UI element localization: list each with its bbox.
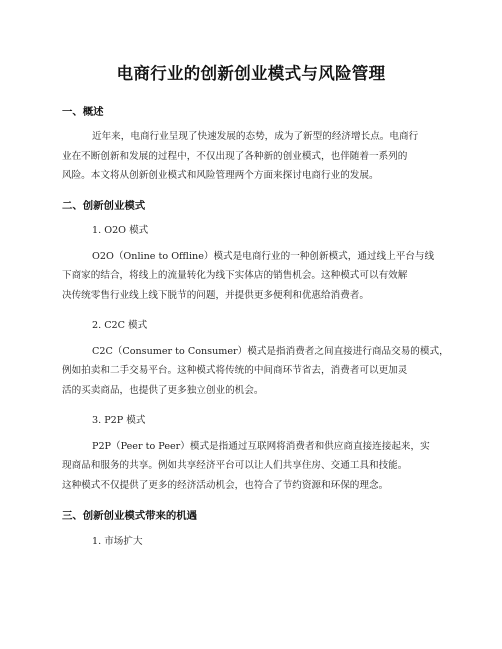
- paragraph-line: 这种模式不仅提供了更多的经济活动机会，也符合了节约资源和环保的理念。: [62, 480, 389, 491]
- subsection-heading-p2p: 3. P2P 模式: [92, 415, 146, 426]
- paragraph-line: 决传统零售行业线上线下脱节的问题，并提供更多便利和优惠给消费者。: [62, 290, 369, 301]
- paragraph-line: 下商家的结合，将线上的流量转化为线下实体店的销售机会。这种模式可以有效解: [62, 270, 408, 281]
- paragraph-line: 现商品和服务的共享。例如共享经济平台可以让人们共享住房、交通工具和技能。: [62, 460, 408, 471]
- section-heading-innovation-models: 二、创新创业模式: [62, 200, 146, 212]
- paragraph-line: C2C（Consumer to Consumer）模式是指消费者之间直接进行商品交易的模式，: [92, 346, 449, 357]
- paragraph-line: 近年来，电商行业呈现了快速发展的态势，成为了新型的经济增长点。电商行: [92, 131, 419, 142]
- section-heading-opportunities: 三、创新创业模式带来的机遇: [62, 510, 198, 522]
- paragraph-line: 例如拍卖和二手交易平台。这种模式将传统的中间商环节省去，消费者可以更加灵: [62, 365, 408, 376]
- paragraph-line: P2P（Peer to Peer）模式是指通过互联网将消费者和供应商直接连接起来，实: [92, 441, 430, 452]
- paragraph-line: 业在不断创新和发展的过程中，不仅出现了各种新的创业模式，也伴随着一系列的: [62, 151, 408, 162]
- paragraph-line: 风险。本文将从创新创业模式和风险管理两个方面来探讨电商行业的发展。: [62, 170, 379, 181]
- subsection-heading-c2c: 2. C2C 模式: [92, 320, 148, 331]
- subsection-heading-market-expansion: 1. 市场扩大: [92, 536, 143, 547]
- paragraph-line: 活的买卖商品，也提供了更多独立创业的机会。: [62, 385, 264, 396]
- subsection-heading-o2o: 1. O2O 模式: [92, 225, 149, 236]
- page-title: 电商行业的创新创业模式与风险管理: [116, 64, 386, 83]
- paragraph-line: O2O（Online to Offline）模式是电商行业的一种创新模式，通过线上平台与线: [92, 251, 435, 262]
- section-heading-overview: 一、概述: [62, 106, 104, 118]
